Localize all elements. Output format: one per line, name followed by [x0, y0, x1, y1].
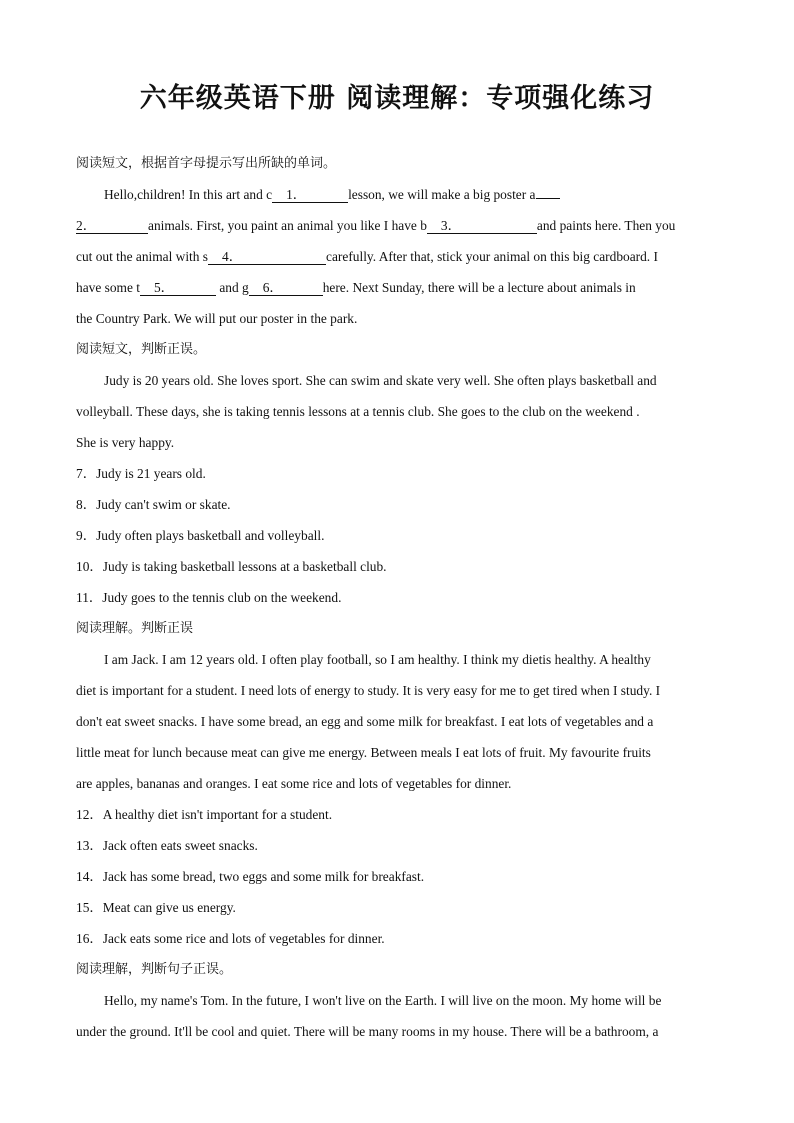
- question-9: [76, 520, 720, 551]
- text-fragment: carefully. After that, stick your animal on this big cardboard. I: [326, 249, 658, 264]
- question-number: 16．: [76, 931, 103, 946]
- question-text: Judy goes to the tennis club on the weekend.: [102, 590, 342, 605]
- question-number: 7．: [76, 466, 97, 481]
- question-12: [76, 799, 720, 830]
- question-10: [76, 551, 720, 582]
- paragraph-line: don't eat sweet snacks. I have some bread, an egg and some milk for breakfast. I eat lots of vegetables and a: [76, 714, 654, 729]
- section3-instruction: 阅读理解。判断正误: [76, 621, 194, 636]
- section1-line-5: the Country Park. We will put our poster in the park.: [76, 311, 358, 326]
- question-7: [76, 458, 720, 489]
- section1-line-1: [76, 179, 720, 210]
- paragraph-line: diet is important for a student. I need lots of energy to study. It is very easy for me to get tired when I study. I: [76, 683, 661, 698]
- blank-4: 4．: [208, 250, 326, 265]
- question-13: [76, 830, 720, 861]
- question-number: 11．: [76, 590, 103, 605]
- question-text: Jack eats some rice and lots of vegetables for dinner.: [102, 931, 385, 946]
- question-11: [76, 582, 720, 613]
- paragraph-line: She is very happy.: [76, 435, 175, 450]
- blank-6: 6．: [249, 281, 323, 296]
- text-fragment: and paints here. Then you: [536, 218, 676, 233]
- question-number: 8．: [76, 497, 97, 512]
- blank-2-start: [536, 198, 560, 199]
- paragraph-line: Hello, my name's Tom. In the future, I won't live on the Earth. I will live on the moon. My home will be: [104, 993, 662, 1008]
- text-fragment: have some t: [76, 280, 140, 295]
- paragraph-line: Judy is 20 years old. She loves sport. She can swim and skate very well. She often plays basketball and: [104, 373, 657, 388]
- paragraph-line: I am Jack. I am 12 years old. I often play football, so I am healthy. I think my dietis healthy. A healthy: [104, 652, 651, 667]
- section2-instruction: 阅读短文，判断正误。: [76, 342, 207, 357]
- section4-instruction: 阅读理解，判断句子正误。: [76, 962, 233, 977]
- blank-5: 5．: [140, 281, 216, 296]
- blank-3: 3．: [427, 219, 537, 234]
- section1-line-2: [76, 210, 720, 241]
- text-fragment: and g: [215, 280, 249, 295]
- question-number: 9．: [76, 528, 97, 543]
- question-text: Judy is 21 years old.: [96, 466, 206, 481]
- paragraph-line: are apples, bananas and oranges. I eat some rice and lots of vegetables for dinner.: [76, 776, 512, 791]
- section1-instruction: 阅读短文，根据首字母提示写出所缺的单词。: [76, 156, 337, 171]
- question-number: 12．: [76, 807, 103, 822]
- paragraph-line: little meat for lunch because meat can give me energy. Between meals I eat lots of fruit. My favourite fruits: [76, 745, 651, 760]
- question-text: Jack often eats sweet snacks.: [102, 838, 258, 853]
- question-text: Judy often plays basketball and volleyball.: [96, 528, 325, 543]
- question-number: 13．: [76, 838, 103, 853]
- question-8: [76, 489, 720, 520]
- question-16: [76, 923, 720, 954]
- question-text: Judy can't swim or skate.: [96, 497, 231, 512]
- question-15: [76, 892, 720, 923]
- question-text: Judy is taking basketball lessons at a basketball club.: [102, 559, 387, 574]
- question-14: [76, 861, 720, 892]
- text-fragment: animals. First, you paint an animal you like I have b: [148, 218, 427, 233]
- question-number: 15．: [76, 900, 103, 915]
- section1-line-4: [76, 272, 720, 303]
- section1-line-3: [76, 241, 720, 272]
- question-text: Meat can give us energy.: [102, 900, 236, 915]
- question-text: A healthy diet isn't important for a student.: [102, 807, 333, 822]
- page-title: 六年级英语下册 阅读理解：专项强化练习: [139, 83, 655, 114]
- blank-2: 2．: [76, 219, 148, 234]
- paragraph-line: under the ground. It'll be cool and quiet. There will be many rooms in my house. There will be a bathroom, a: [76, 1024, 659, 1039]
- text-fragment: lesson, we will make a big poster a: [348, 187, 536, 202]
- question-text: Jack has some bread, two eggs and some milk for breakfast.: [102, 869, 425, 884]
- text-fragment: Hello,children! In this art and c: [104, 187, 273, 202]
- blank-1: 1．: [272, 188, 348, 203]
- text-fragment: cut out the animal with s: [76, 249, 209, 264]
- question-number: 14．: [76, 869, 103, 884]
- paragraph-line: volleyball. These days, she is taking tennis lessons at a tennis club. She goes to the club on the weekend .: [76, 404, 640, 419]
- text-fragment: here. Next Sunday, there will be a lecture about animals in: [322, 280, 636, 295]
- document-body: [76, 148, 720, 1047]
- question-number: 10．: [76, 559, 103, 574]
